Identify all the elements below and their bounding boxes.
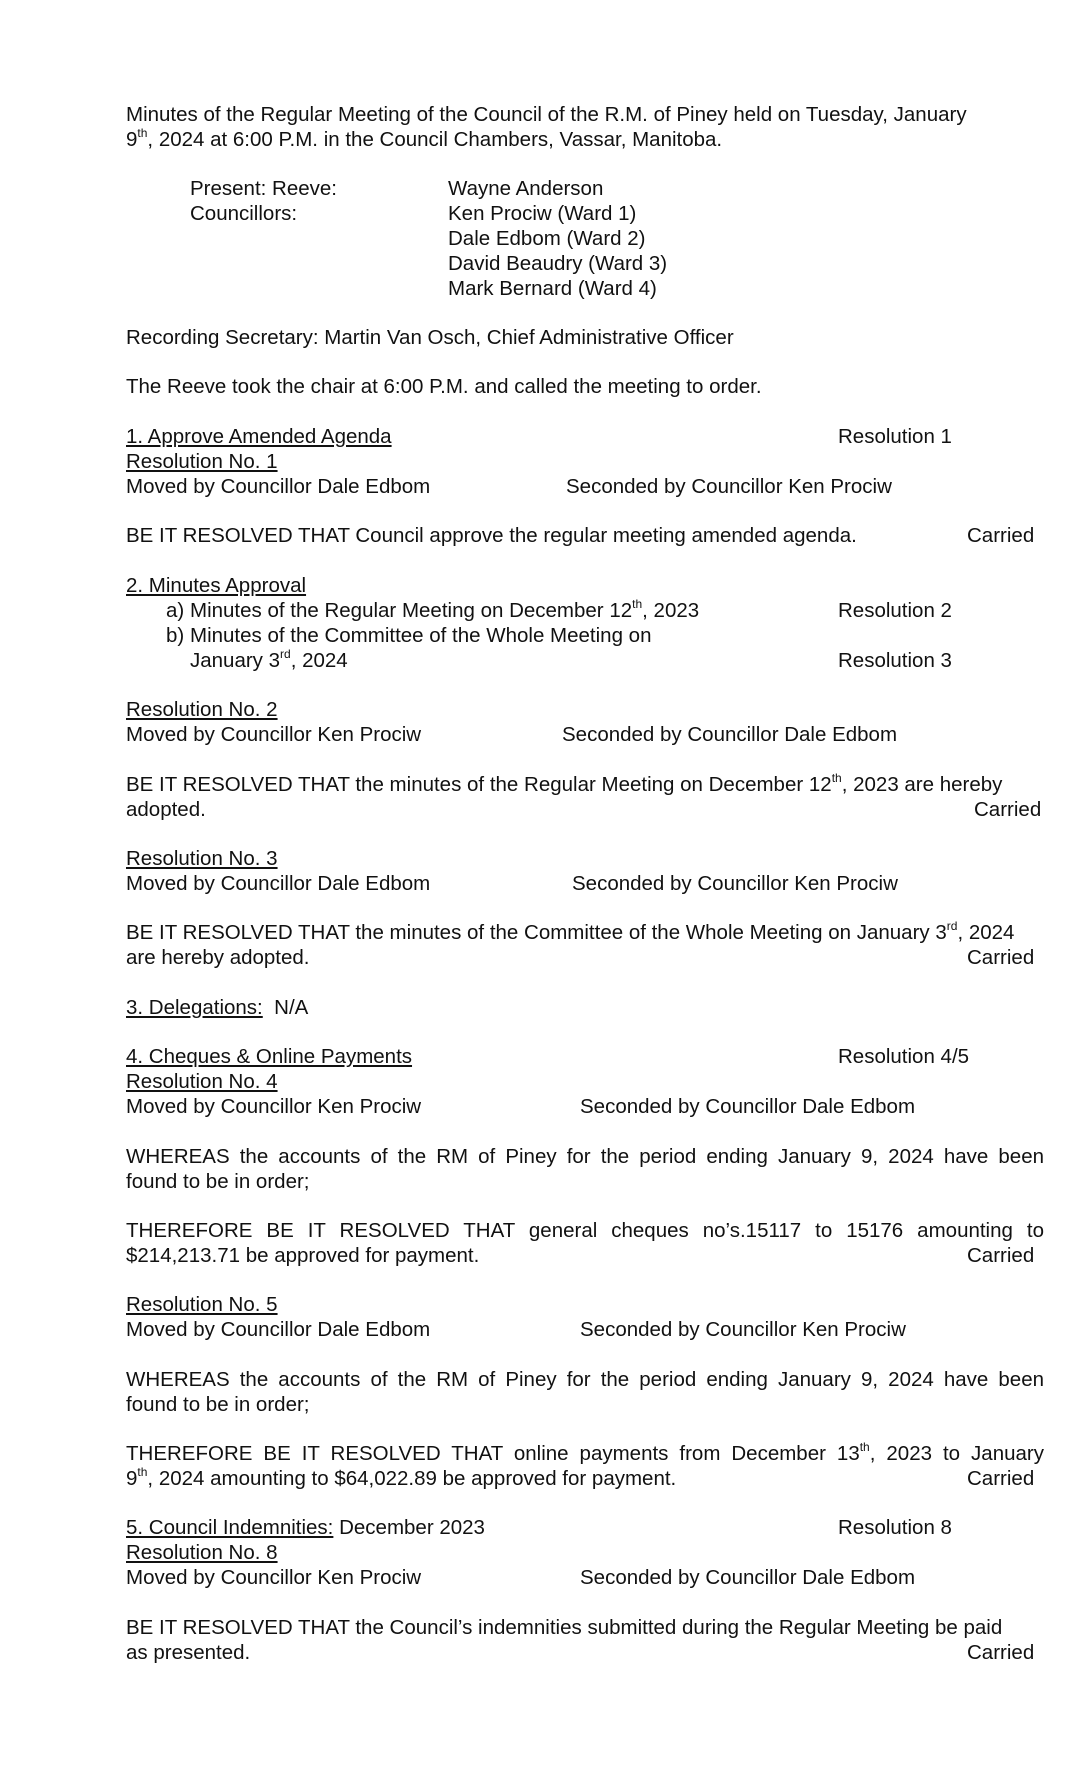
resolution-5-whereas-2: found to be in order; xyxy=(126,1393,310,1416)
resolution-1-status: Carried xyxy=(967,524,1035,547)
section-3-title: 3. Delegations: xyxy=(126,996,263,1019)
item-b-label: b) xyxy=(166,624,185,647)
resolution-5-therefore-2-post: , 2024 amounting to $64,022.89 be approved for payment. xyxy=(147,1467,677,1490)
resolution-8-status: Carried xyxy=(967,1641,1035,1664)
resolution-4-seconded: Seconded by Councillor Dale Edbom xyxy=(580,1095,916,1118)
resolution-1-label: Resolution No. 1 xyxy=(126,450,278,473)
resolution-8-text-1: BE IT RESOLVED THAT the Council’s indemnities submitted during the Regular Meeting be paid xyxy=(126,1616,1003,1639)
item-b-post: , 2024 xyxy=(290,649,348,672)
councillor-ward-4: Mark Bernard (Ward 4) xyxy=(448,277,657,300)
resolution-2-moved: Moved by Councillor Ken Prociw xyxy=(126,723,422,746)
resolution-4-therefore-1: THEREFORE BE IT RESOLVED THAT general cheques no’s.15117 to 15176 amounting to xyxy=(126,1219,1044,1242)
header-line-2 xyxy=(126,128,722,153)
recording-secretary: Recording Secretary: Martin Van Osch, Chief Administrative Officer xyxy=(126,326,734,349)
item-a-text xyxy=(190,599,699,624)
item-b-ref: Resolution 3 xyxy=(838,649,952,672)
resolution-2-text-post: , 2023 are hereby xyxy=(841,773,1003,796)
resolution-4-whereas-2: found to be in order; xyxy=(126,1170,310,1193)
resolution-3-text-2: are hereby adopted. xyxy=(126,946,310,969)
resolution-5-seconded: Seconded by Councillor Ken Prociw xyxy=(580,1318,906,1341)
item-b-line-1: Minutes of the Committee of the Whole Meeting on xyxy=(190,624,652,647)
councillor-ward-3: David Beaudry (Ward 3) xyxy=(448,252,668,275)
resolution-2-seconded: Seconded by Councillor Dale Edbom xyxy=(562,723,898,746)
section-5 xyxy=(126,1516,485,1541)
section-1-ref: Resolution 1 xyxy=(838,425,952,448)
section-1-title: 1. Approve Amended Agenda xyxy=(126,425,392,448)
resolution-5-label: Resolution No. 5 xyxy=(126,1293,278,1316)
resolution-3-status: Carried xyxy=(967,946,1035,969)
councillors-label: Councillors: xyxy=(190,202,298,225)
section-5-ref: Resolution 8 xyxy=(838,1516,952,1539)
resolution-4-moved: Moved by Councillor Ken Prociw xyxy=(126,1095,422,1118)
item-a-label: a) xyxy=(166,599,185,622)
item-b-pre: January 3 xyxy=(190,649,281,672)
resolution-3-text-pre: BE IT RESOLVED THAT the minutes of the Committee of the Whole Meeting on January 3 xyxy=(126,921,947,944)
councillor-ward-2: Dale Edbom (Ward 2) xyxy=(448,227,646,250)
resolution-1-moved: Moved by Councillor Dale Edbom xyxy=(126,475,431,498)
resolution-5-therefore-1-pre: THEREFORE BE IT RESOLVED THAT online payments from December 13 xyxy=(126,1442,860,1465)
resolution-2-text-pre: BE IT RESOLVED THAT the minutes of the Regular Meeting on December 12 xyxy=(126,773,832,796)
section-4-title: 4. Cheques & Online Payments xyxy=(126,1045,413,1068)
present-label: Present: Reeve: xyxy=(190,177,337,200)
resolution-2-text-suffix: th xyxy=(831,771,842,786)
resolution-5-therefore-1-suffix: th xyxy=(859,1440,870,1455)
resolution-8-seconded: Seconded by Councillor Dale Edbom xyxy=(580,1566,916,1589)
resolution-4-status: Carried xyxy=(967,1244,1035,1267)
section-5-title-suffix: December 2023 xyxy=(339,1516,485,1539)
resolution-4-therefore-2: $214,213.71 be approved for payment. xyxy=(126,1244,480,1267)
resolution-4-label: Resolution No. 4 xyxy=(126,1070,278,1093)
resolution-5-therefore-1-post: , 2023 to January xyxy=(869,1442,1044,1465)
resolution-3-seconded: Seconded by Councillor Ken Prociw xyxy=(572,872,898,895)
resolution-1-text: BE IT RESOLVED THAT Council approve the regular meeting amended agenda. xyxy=(126,524,857,547)
reeve-name: Wayne Anderson xyxy=(448,177,604,200)
resolution-2-label: Resolution No. 2 xyxy=(126,698,278,721)
section-3 xyxy=(126,996,308,1021)
header-day: 9 xyxy=(126,128,138,151)
resolution-3-text-post: , 2024 xyxy=(957,921,1015,944)
resolution-5-moved: Moved by Councillor Dale Edbom xyxy=(126,1318,431,1341)
section-2-title: 2. Minutes Approval xyxy=(126,574,307,597)
resolution-2-text-1 xyxy=(126,773,1002,798)
section-3-value: N/A xyxy=(274,996,309,1019)
resolution-3-text-1 xyxy=(126,921,1014,946)
resolution-3-text-suffix: rd xyxy=(946,919,958,934)
resolution-5-status: Carried xyxy=(967,1467,1035,1490)
item-a-post: , 2023 xyxy=(642,599,700,622)
councillor-ward-1: Ken Prociw (Ward 1) xyxy=(448,202,637,225)
resolution-2-status: Carried xyxy=(974,798,1042,821)
resolution-2-text-2: adopted. xyxy=(126,798,206,821)
resolution-4-whereas-1: WHEREAS the accounts of the RM of Piney for the period ending January 9, 2024 have been xyxy=(126,1145,1044,1168)
resolution-8-label: Resolution No. 8 xyxy=(126,1541,278,1564)
item-b-suffix: rd xyxy=(280,647,291,662)
item-a-suffix: th xyxy=(632,597,643,612)
header-text-2: , 2024 at 6:00 P.M. in the Council Chambers, Vassar, Manitoba. xyxy=(147,128,723,151)
resolution-5-whereas-1: WHEREAS the accounts of the RM of Piney for the period ending January 9, 2024 have been xyxy=(126,1368,1044,1391)
item-a-ref: Resolution 2 xyxy=(838,599,952,622)
header-line-1 xyxy=(126,103,967,128)
resolution-5-therefore-1 xyxy=(126,1442,1044,1467)
resolution-8-text-2: as presented. xyxy=(126,1641,251,1664)
resolution-5-therefore-2-pre: 9 xyxy=(126,1467,138,1490)
resolution-3-moved: Moved by Councillor Dale Edbom xyxy=(126,872,431,895)
section-4-ref: Resolution 4/5 xyxy=(838,1045,970,1068)
item-a-pre: Minutes of the Regular Meeting on December 12 xyxy=(190,599,633,622)
header-day-suffix: th xyxy=(137,126,148,141)
resolution-8-moved: Moved by Councillor Ken Prociw xyxy=(126,1566,422,1589)
section-5-title: 5. Council Indemnities: xyxy=(126,1516,334,1539)
header-text-1: Minutes of the Regular Meeting of the Council of the R.M. of Piney held on Tuesday, January xyxy=(126,103,967,126)
resolution-5-therefore-2-suffix: th xyxy=(137,1465,148,1480)
call-to-order: The Reeve took the chair at 6:00 P.M. and called the meeting to order. xyxy=(126,375,762,398)
item-b-line-2 xyxy=(190,649,348,674)
resolution-3-label: Resolution No. 3 xyxy=(126,847,278,870)
resolution-1-seconded: Seconded by Councillor Ken Prociw xyxy=(566,475,892,498)
resolution-5-therefore-2 xyxy=(126,1467,676,1492)
